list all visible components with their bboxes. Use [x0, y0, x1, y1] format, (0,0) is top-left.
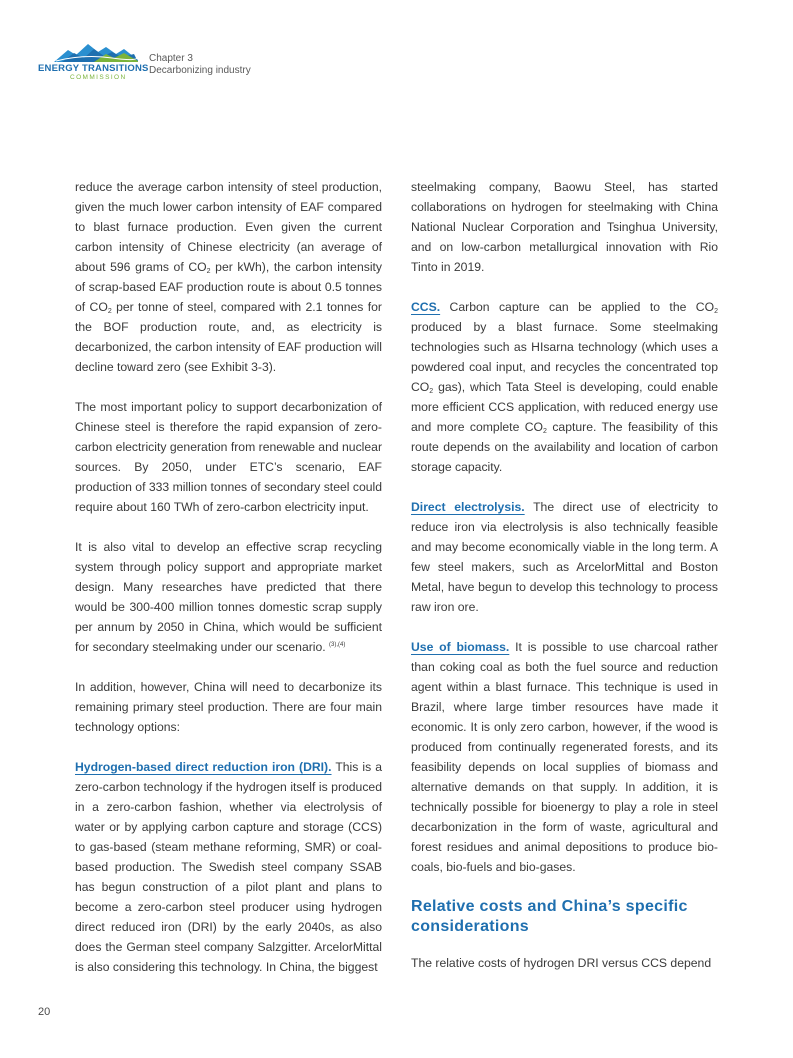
subscript: 2	[714, 308, 718, 315]
text-run: It is possible to use charcoal rather than coking coal as both the fuel source and reduction agent within a blast furnace. This technique is used in Brazil, where large timber resources have made it economic. It is only zero carbon, however, if the wood is produced from continually regenerated forests, and its feasibility depends on local supplies of biomass and alternative demands on that supply. In addition, it is technically possible for bioenergy to play a role in steel decarbonization in the form of waste, agricultural and forest residues and animal depositions to produce bio-coals, bio-fuels and bio-gases.	[411, 640, 718, 874]
text-run: per tonne of steel, compared with 2.1 tonnes for the BOF production route, and, as electricity is decarbonized, the carbon intensity of EAF production will decline toward zero (see Exhibit 3-3).	[75, 300, 382, 374]
subscript: 2	[107, 308, 112, 315]
footnote-reference: (3),(4)	[329, 642, 346, 648]
text-run: produced by a blast furnace. Some steelmaking technologies such as HIsarna technology (which uses a powdered coal input, and recycles the concentrated top CO	[411, 320, 718, 394]
keyword-biomass: Use of biomass.	[411, 640, 510, 654]
text-run: Carbon capture can be applied to the CO	[440, 300, 715, 314]
logo-text-main: ENERGY TRANSITIONS	[38, 63, 149, 74]
chapter-title: Decarbonizing industry	[149, 65, 251, 76]
paragraph-baowu: steelmaking company, Baowu Steel, has started collaborations on hydrogen for steelmaking with China National Nuclear Corporation and Tsinghua University, and on low-carbon metallurgical innovation with Rio Tinto in 2019.	[411, 180, 718, 274]
text-run: reduce the average carbon intensity of steel production, given the much lower carbon intensity of EAF compared to blast furnace production. Even given the current carbon intensity of Chinese electricity (an average of about 596 grams of CO	[75, 180, 382, 274]
paragraph-ccs	[411, 297, 718, 477]
logo-text-sub: COMMISSION	[70, 74, 127, 81]
chapter-label	[149, 53, 251, 77]
chapter-number: Chapter 3	[149, 53, 193, 64]
paragraph-eaf-intensity	[75, 177, 382, 377]
text-run: per kWh), the carbon intensity of scrap-based EAF production route is about 0.5 tonnes of CO	[75, 260, 383, 314]
paragraph-relative-costs: The relative costs of hydrogen DRI versus CCS depend	[411, 956, 712, 970]
subscript: 2	[206, 268, 211, 275]
paragraph-primary-steel: In addition, however, China will need to decarbonize its remaining primary steel production. There are four main technology options:	[75, 680, 382, 734]
text-run: This is a zero-carbon technology if the hydrogen itself is produced in a zero-carbon fashion, whether via electrolysis of water or by applying carbon capture and storage (CCS) to gas-based (steam methane reforming, SMR) or coal-based production. The Swedish steel company SSAB has begun construction of a pilot plant and plans to become a zero-carbon steel producer using hydrogen direct reduced iron (DRI) by the early 2040s, as also does the German steel company Salzgitter. ArcelorMittal is also considering this technology. In China, the biggest	[75, 760, 382, 974]
right-column	[411, 177, 718, 993]
text-run: capture. The feasibility of this route depends on the availability and location of carbon storage capacity.	[411, 420, 718, 474]
left-column	[75, 177, 382, 997]
text-run: The direct use of electricity to reduce iron via electrolysis is also technically feasible and may become economically viable in the long term. A few steel makers, such as ArcelorMittal and Boston Metal, have begun to develop this technology to process raw iron ore.	[411, 500, 719, 614]
section-heading-relative-costs: Relative costs and China’s specific considerations	[411, 898, 688, 935]
paragraph-scrap-recycling	[75, 537, 382, 657]
etc-logo	[38, 40, 150, 82]
keyword-direct-electrolysis: Direct electrolysis.	[411, 500, 525, 514]
page-header	[38, 40, 338, 80]
keyword-hydrogen-dri: Hydrogen-based direct reduction iron (DRI).	[75, 760, 332, 774]
paragraph-policy: The most important policy to support decarbonization of Chinese steel is therefore the rapid expansion of zero-carbon electricity generation from renewable and nuclear sources. By 2050, under ETC’s scenario, EAF production of 333 million tonnes of secondary steel could require about 160 TWh of zero-carbon electricity input.	[75, 400, 382, 514]
paragraph-hydrogen-dri	[75, 757, 382, 977]
subscript: 2	[543, 428, 547, 435]
mountain-logo-icon	[54, 40, 138, 64]
paragraph-biomass	[411, 637, 718, 877]
subscript: 2	[429, 388, 434, 395]
paragraph-direct-electrolysis	[411, 497, 718, 617]
text-run: It is also vital to develop an effective scrap recycling system through policy support and appropriate market design. Many researches have predicted that there would be 300-400 million tonnes domestic scrap supply per annum by 2050 in China, which would be sufficient for secondary steelmaking under our scenario.	[75, 540, 382, 654]
text-run: gas), which Tata Steel is developing, could enable more efficient CCS application, with reduced energy use and more complete CO	[411, 380, 718, 434]
keyword-ccs: CCS.	[411, 300, 441, 314]
page-number: 20	[38, 1006, 51, 1018]
